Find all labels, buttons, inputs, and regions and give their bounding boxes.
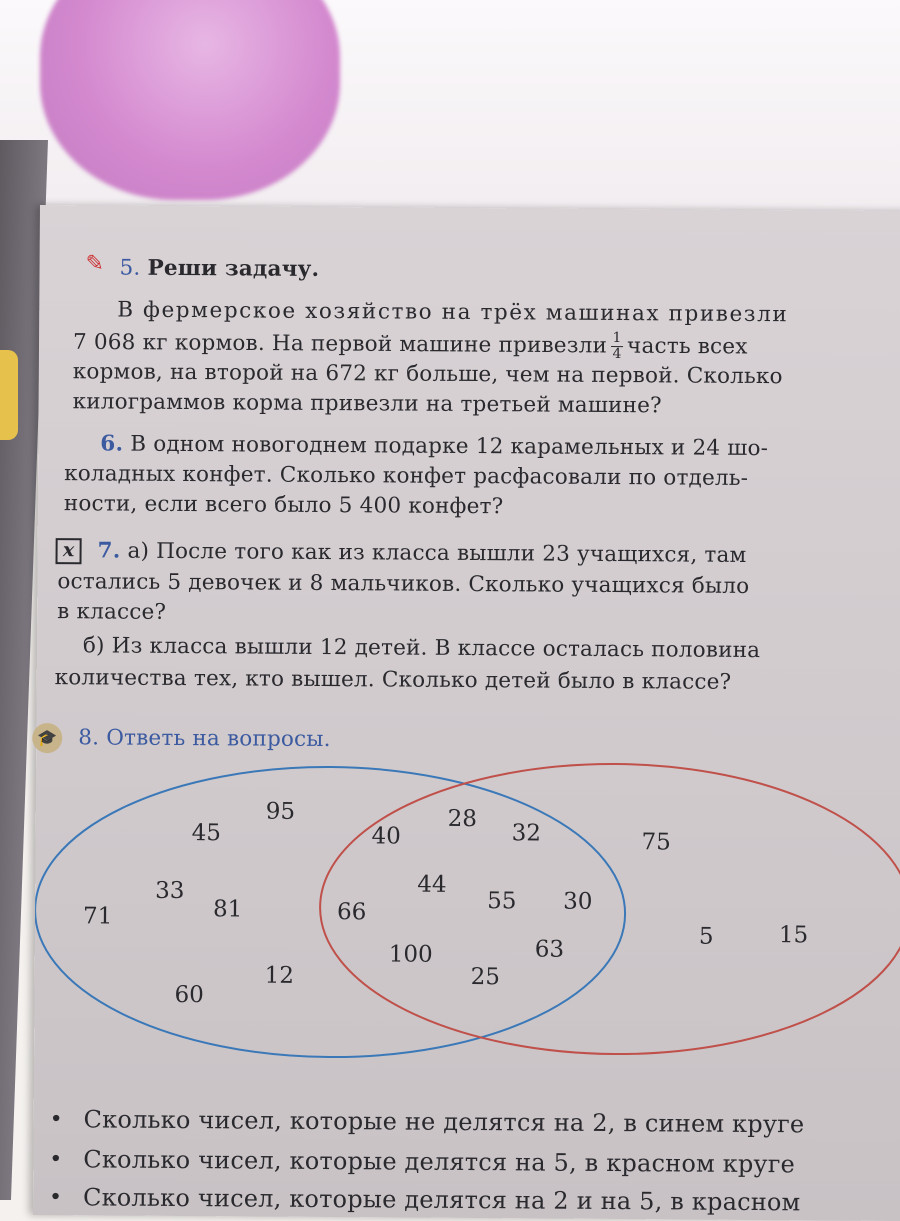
task5-line-1: В фермерское хозяйство на трёх машинах привезли (117, 297, 789, 328)
venn-number: 55 (487, 888, 517, 915)
bullet-icon: • (48, 1185, 63, 1211)
venn-number: 63 (534, 936, 565, 963)
textbook-page (33, 205, 900, 1221)
venn-number: 45 (191, 820, 221, 847)
task6-line-1: 6. В одном новогоднем подарке 12 карамельных и 24 шо- (100, 431, 769, 462)
task6-line-2: коладных конфет. Сколько конфет расфасовали по отдель- (64, 461, 749, 491)
task7-box-marker: x (55, 538, 81, 564)
task5-line-3: кормов, на второй на 672 кг больше, чем на первой. Сколько (72, 359, 783, 390)
venn-number: 75 (641, 829, 671, 856)
venn-number: 95 (265, 798, 296, 825)
graduate-icon: 🎓 (32, 723, 62, 753)
task8-number: 8. (78, 725, 100, 751)
venn-number: 32 (511, 820, 541, 847)
book-tab (0, 350, 18, 440)
venn-number: 15 (778, 922, 809, 949)
venn-number: 28 (447, 805, 478, 833)
task8-heading-text: Ответь на вопросы. (106, 725, 331, 753)
task7-line-4: б) Из класса вышли 12 детей. В классе осталась половина (82, 633, 761, 664)
task7-line-1: 7. а) После того как из класса вышли 23 учащихся, там (97, 538, 747, 568)
pencil-icon: ✎ (85, 251, 105, 277)
task5-number: 5. (119, 255, 141, 281)
task7-line-5: количества тех, кто вышел. Сколько детей было в классе? (54, 665, 732, 695)
venn-number: 81 (212, 896, 243, 923)
bullet-icon: • (49, 1147, 63, 1173)
question-2: Сколько чисел, которые делятся на 5, в красном круге (83, 1145, 796, 1179)
venn-number: 60 (174, 981, 204, 1009)
question-1: Сколько чисел, которые не делятся на 2, в синем круге (83, 1105, 805, 1139)
task5-line-2: 7 068 кг кормов. На первой машине привезли $\frac{1}{4}$ часть всех (72, 329, 748, 363)
venn-number: 5 (698, 923, 714, 950)
red-circle (319, 762, 900, 1056)
task6-number: 6. (100, 431, 124, 457)
task7-line-3: в классе? (57, 599, 167, 625)
venn-number: 33 (155, 877, 185, 905)
task5-line-4: килограммов корма привезли на третьей машине? (72, 389, 662, 419)
task7-line-2: остались 5 девочек и 8 мальчиков. Сколько учащихся было (57, 569, 750, 599)
fraction: $\frac{1}{4}$ (612, 330, 622, 363)
blurred-object (40, 0, 340, 200)
venn-number: 71 (82, 903, 113, 930)
venn-number: 40 (371, 823, 401, 850)
venn-number: 30 (563, 888, 593, 915)
bullet-icon: • (49, 1107, 63, 1133)
venn-number: 44 (417, 871, 447, 898)
question-3: Сколько чисел, которые делятся на 2 и на 5, в красном (82, 1183, 801, 1217)
task5-heading-text: Реши задачу. (147, 255, 320, 282)
venn-number: 12 (264, 962, 294, 989)
task7-number: 7. (97, 538, 121, 564)
venn-number: 66 (336, 899, 367, 926)
blue-circle (34, 765, 626, 1059)
venn-diagram (34, 205, 900, 1091)
venn-number: 25 (470, 964, 500, 991)
venn-number: 100 (388, 941, 433, 968)
task6-line-3: ности, если всего было 5 400 конфет? (63, 491, 504, 520)
